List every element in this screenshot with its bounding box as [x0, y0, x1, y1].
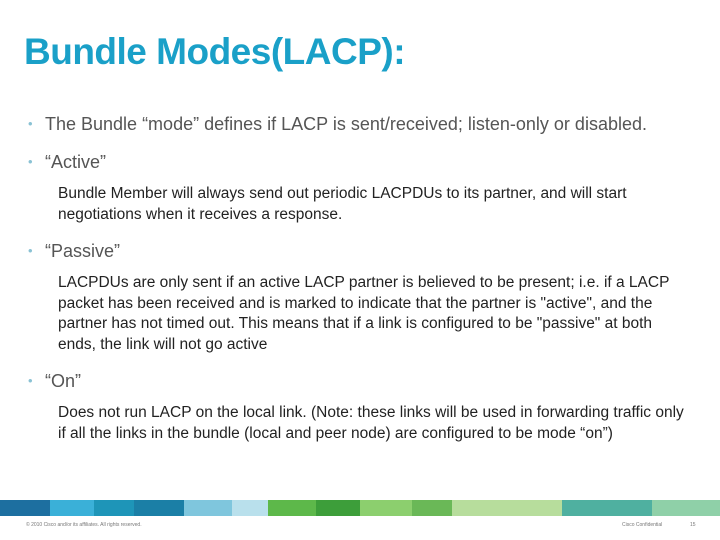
- bullet-dot: •: [28, 243, 33, 258]
- bullet-text: “Passive”: [45, 241, 121, 261]
- copyright-notice: © 2010 Cisco and/or its affiliates. All rights reserved.: [26, 522, 142, 528]
- footer-bar-segment: [184, 500, 232, 516]
- bullet-text: “On”: [45, 371, 81, 391]
- bullet-dot: •: [28, 116, 33, 131]
- passive-description: LACPDUs are only sent if an active LACP partner is believed to be present; i.e. if a LACP packet has been received and is marked to indicate that the partner is "active", and the partner has not timed out. This means that if a link is configured to be "passive" at both ends, the link will not go active: [58, 274, 670, 353]
- confidential-label: Cisco Confidential: [622, 522, 663, 528]
- active-description: Bundle Member will always send out periodic LACPDUs to its partner, and will start negotiations when it receives a response.: [58, 185, 627, 223]
- bullet-text: “Active”: [45, 152, 107, 172]
- bullet-on: [28, 369, 700, 393]
- footer-bar-segment: [134, 500, 184, 516]
- footer-bar-segment: [316, 500, 360, 516]
- on-description: Does not run LACP on the local link. (Note: these links will be used in forwarding traffic only if all the links in the bundle (local and peer node) are configured to be mode “on”): [58, 404, 684, 442]
- footer-bar-segment: [232, 500, 268, 516]
- footer-bar-segment: [360, 500, 412, 516]
- footer-bar-segment: [94, 500, 134, 516]
- footer-bar-segment: [50, 500, 94, 516]
- footer-bar-segment: [0, 500, 50, 516]
- slide-body: [28, 112, 700, 444]
- page-number: 15: [690, 522, 696, 528]
- footer-bar-segment: [562, 500, 652, 516]
- footer-bar-segment: [412, 500, 452, 516]
- footer-bar-segment: [452, 500, 562, 516]
- slide-title: Bundle Modes(LACP):: [24, 31, 406, 72]
- bullet-text: The Bundle “mode” defines if LACP is sent/received; listen-only or disabled.: [45, 114, 647, 134]
- bullet-mode-definition: [28, 112, 700, 136]
- footer-bar-segment: [652, 500, 720, 516]
- bullet-active: [28, 150, 700, 174]
- footer-bar-segment: [268, 500, 316, 516]
- bullet-dot: •: [28, 373, 33, 388]
- footer-color-bar: [0, 500, 720, 516]
- bullet-dot: •: [28, 154, 33, 169]
- bullet-passive: [28, 239, 700, 263]
